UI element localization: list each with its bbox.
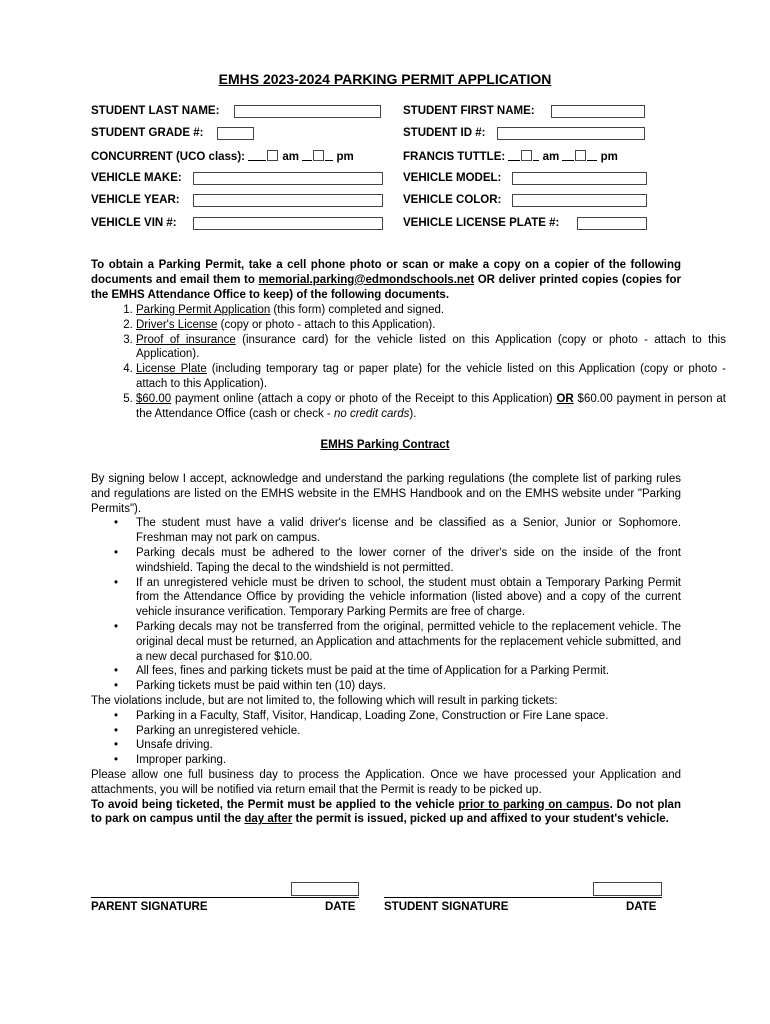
last-name-label: STUDENT LAST NAME: bbox=[91, 105, 220, 117]
concurrent-am-checkbox[interactable] bbox=[267, 150, 278, 161]
concurrent-row bbox=[91, 150, 354, 163]
francis-pm-blank bbox=[562, 150, 574, 161]
list-item: • The student must have a valid driver's license and be classified as a Senior, Junior or Sophomore. Freshman may not park on campus. bbox=[136, 516, 681, 546]
first-name-label: STUDENT FIRST NAME: bbox=[403, 105, 535, 117]
list-item: • Unsafe driving. bbox=[136, 738, 681, 753]
student-id-label: STUDENT ID #: bbox=[403, 127, 486, 139]
model-field[interactable] bbox=[512, 172, 647, 185]
list-item bbox=[136, 318, 726, 333]
email-link[interactable]: memorial.parking@edmondschools.net bbox=[258, 273, 475, 286]
parent-signature-line[interactable] bbox=[91, 897, 359, 898]
page-title: EMHS 2023-2024 PARKING PERMIT APPLICATION bbox=[218, 71, 552, 87]
requirement-link: License Plate bbox=[136, 363, 207, 376]
requirement-text: (insurance card) for the vehicle listed on this Application (copy or photo - attach to this Application). bbox=[136, 333, 726, 361]
requirements-list bbox=[91, 303, 726, 421]
student-signature-line[interactable] bbox=[384, 897, 662, 898]
processing-note: Please allow one full business day to process the Application. Once we have processed your Application and attachments, you will be notified via return email that the Permit is ready to be picked up. bbox=[91, 768, 681, 796]
requirement-text: payment online (attach a copy or photo of the Receipt to this Application) bbox=[171, 392, 557, 405]
intro-text-1: To obtain a Parking Permit, take a cell phone photo or scan or make a copy on a copier of the following documents and email them to bbox=[91, 259, 681, 286]
list-item bbox=[136, 303, 726, 318]
warning-text-3: the permit is issued, picked up and affixed to your student's vehicle. bbox=[292, 813, 669, 826]
plate-label: VEHICLE LICENSE PLATE #: bbox=[403, 217, 560, 229]
francis-label: FRANCIS TUTTLE: bbox=[403, 151, 506, 163]
francis-am-blank bbox=[508, 150, 520, 161]
requirement-link: Driver's License bbox=[136, 318, 218, 331]
requirement-italic: no credit cards bbox=[333, 407, 410, 420]
intro-text-2: OR deliver printed copies (copies for the EMHS Attendance Office to keep) of the following documents. bbox=[91, 273, 681, 301]
concurrent-am-label: am bbox=[282, 151, 300, 163]
concurrent-label: CONCURRENT (UCO class): bbox=[91, 151, 245, 163]
list-item: • All fees, fines and parking tickets must be paid at the time of Application for a Parking Permit. bbox=[136, 664, 681, 679]
rules-list bbox=[91, 516, 681, 694]
warning-text-1: To avoid being ticketed, the Permit must be applied to the vehicle bbox=[91, 798, 459, 811]
color-field[interactable] bbox=[512, 194, 647, 207]
francis-row bbox=[403, 150, 618, 163]
contract-intro: By signing below I accept, acknowledge and understand the parking regulations (the complete list of parking rules and regulations are listed on the EMHS website in the EMHS Handbook and on the EMHS website under "Parking Permits"). bbox=[91, 473, 681, 515]
list-item bbox=[136, 333, 726, 363]
requirement-or: OR bbox=[556, 392, 574, 405]
list-item: • If an unregistered vehicle must be driven to school, the student must obtain a Temporary Parking Permit from the Attendance Office by providing the vehicle information (listed above) and a copy of the current vehicle insurance verification. Temporary Parking Permits are free of charge. bbox=[136, 576, 681, 620]
contract-body bbox=[91, 472, 681, 827]
warning-emphasis-1: prior to parking on campus bbox=[458, 798, 610, 811]
parent-signature-label: PARENT SIGNATURE bbox=[91, 901, 208, 913]
parent-date-label: DATE bbox=[325, 901, 356, 913]
violations-intro: The violations include, but are not limited to, the following which will result in parking tickets: bbox=[91, 694, 558, 707]
warning-emphasis-2: day after bbox=[244, 813, 293, 826]
list-item: • Parking tickets must be paid within ten (10) days. bbox=[136, 679, 681, 694]
list-item: • Parking an unregistered vehicle. bbox=[136, 724, 681, 739]
student-date-label: DATE bbox=[626, 901, 657, 913]
violations-list bbox=[91, 709, 681, 768]
color-label: VEHICLE COLOR: bbox=[403, 194, 502, 206]
list-item bbox=[136, 362, 726, 392]
francis-am-checkbox[interactable] bbox=[521, 150, 532, 161]
requirement-text: (this form) completed and signed. bbox=[270, 304, 445, 316]
student-id-field[interactable] bbox=[497, 127, 645, 140]
requirement-text-2: $60.00 payment in person at the Attendance Office (cash or check - bbox=[136, 392, 726, 420]
requirement-link: $60.00 bbox=[136, 392, 172, 405]
warning-text-2: . Do not plan to park on campus until the bbox=[91, 798, 681, 826]
list-item: • Improper parking. bbox=[136, 753, 681, 768]
requirement-text: (copy or photo - attach to this Application). bbox=[217, 318, 436, 331]
vin-label: VEHICLE VIN #: bbox=[91, 217, 177, 229]
requirement-link: Proof of insurance bbox=[136, 333, 236, 346]
concurrent-pm-label: pm bbox=[336, 151, 354, 163]
plate-field[interactable] bbox=[577, 217, 647, 230]
concurrent-pm-blank bbox=[302, 150, 312, 161]
first-name-field[interactable] bbox=[551, 105, 645, 118]
requirement-text: (including temporary tag or paper plate) for the vehicle listed on this Application (copy or photo - attach to this Application). bbox=[136, 363, 727, 390]
francis-am-blank-2 bbox=[533, 150, 539, 161]
list-item: • Parking decals may not be transferred from the original, permitted vehicle to the replacement vehicle. The original decal must be returned, an Application and attachments for the replacement vehicle submitted, and a new decal purchased for $10.00. bbox=[136, 620, 681, 664]
student-signature-label: STUDENT SIGNATURE bbox=[384, 901, 509, 913]
concurrent-pm-checkbox[interactable] bbox=[313, 150, 324, 161]
concurrent-am-blank bbox=[248, 150, 266, 161]
francis-am-label: am bbox=[542, 151, 560, 163]
student-date-field[interactable] bbox=[593, 882, 662, 896]
vin-field[interactable] bbox=[193, 217, 383, 230]
requirement-end: ). bbox=[409, 407, 417, 420]
parent-date-field[interactable] bbox=[291, 882, 359, 896]
grade-label: STUDENT GRADE #: bbox=[91, 127, 204, 139]
make-field[interactable] bbox=[193, 172, 383, 185]
francis-pm-checkbox[interactable] bbox=[575, 150, 586, 161]
make-label: VEHICLE MAKE: bbox=[91, 172, 182, 184]
model-label: VEHICLE MODEL: bbox=[403, 172, 502, 184]
concurrent-pm-blank-2 bbox=[325, 150, 333, 161]
warning-note bbox=[91, 798, 681, 828]
requirement-link: Parking Permit Application bbox=[136, 304, 271, 316]
list-item: • Parking decals must be adhered to the lower corner of the driver's side on the inside of the front windshield. Taping the decal to the windshield is not permitted. bbox=[136, 546, 681, 576]
grade-field[interactable] bbox=[217, 127, 254, 140]
list-item: • Parking in a Faculty, Staff, Visitor, Handicap, Loading Zone, Construction or Fire Lane space. bbox=[136, 709, 681, 724]
last-name-field[interactable] bbox=[234, 105, 381, 118]
list-item bbox=[136, 392, 726, 422]
francis-pm-blank-2 bbox=[587, 150, 597, 161]
contract-heading: EMHS Parking Contract bbox=[320, 439, 450, 451]
year-label: VEHICLE YEAR: bbox=[91, 194, 180, 206]
year-field[interactable] bbox=[193, 194, 383, 207]
intro-paragraph bbox=[91, 258, 681, 302]
francis-pm-label: pm bbox=[600, 151, 618, 163]
